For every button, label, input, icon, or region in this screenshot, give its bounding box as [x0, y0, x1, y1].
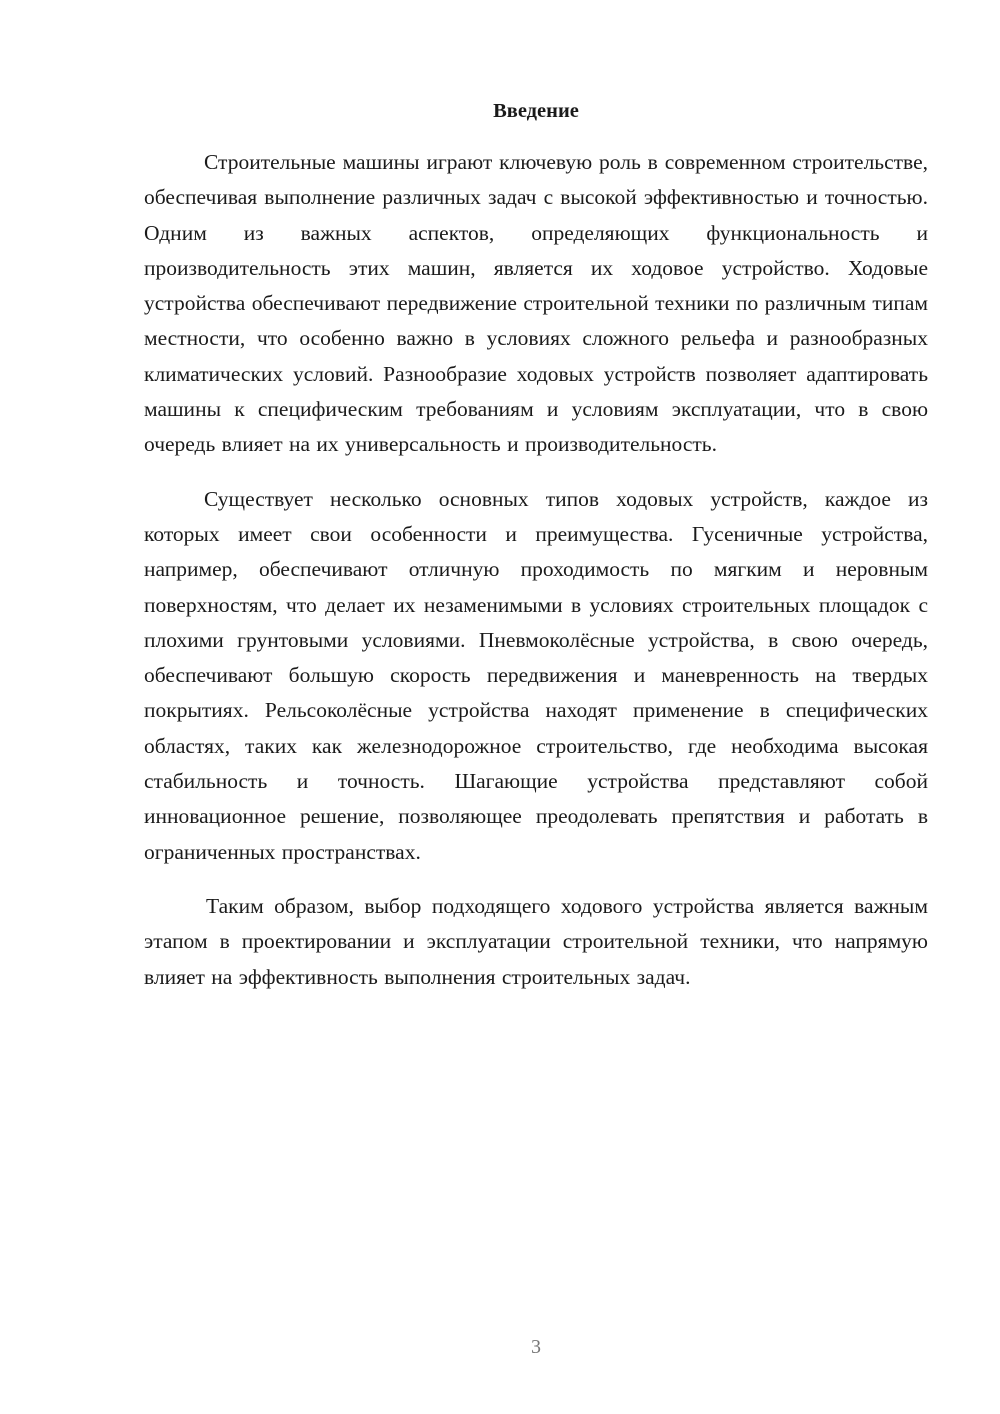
section-title: Введение	[493, 100, 579, 122]
paragraph-2: Существует несколько основных типов ходовых устройств, каждое из которых имеет свои особенности и преимущества. Гусеничные устройства, например, обеспечивают отличную проходимость по мягким и неровным поверхностям, что делает их незаменимыми в условиях строительных площадок с плохими грунтовыми условиями. Пневмоколёсные устройства, в свою очередь, обеспечивают большую скорость передвижения и маневренность на твердых покрытиях. Рельсоколёсные устройства находят применение в специфических областях, таких как железнодорожное строительство, где необходима высокая стабильность и точность. Шагающие устройства представляют собой инновационное решение, позволяющее преодолевать препятствия и работать в ограниченных пространствах.	[144, 486, 928, 864]
paragraph-1: Строительные машины играют ключевую роль в современном строительстве, обеспечивая выполнение различных задач с высокой эффективностью и точностью. Одним из важных аспектов, определяющих функциональность и производительность этих машин, является их ходовое устройство. Ходовые устройства обеспечивают передвижение строительной техники по различным типам местности, что особенно важно в условиях сложного рельефа и разнообразных климатических условий. Разнообразие ходовых устройств позволяет адаптировать машины к специфическим требованиям и условиям эксплуатации, что в свою очередь влияет на их универсальность и производительность.	[144, 150, 928, 457]
page-content	[144, 94, 928, 1014]
page-number: 3	[531, 1336, 541, 1358]
paragraph-3: Таким образом, выбор подходящего ходового устройства является важным этапом в проектировании и эксплуатации строительной техники, что напрямую влияет на эффективность выполнения строительных задач.	[144, 893, 928, 989]
